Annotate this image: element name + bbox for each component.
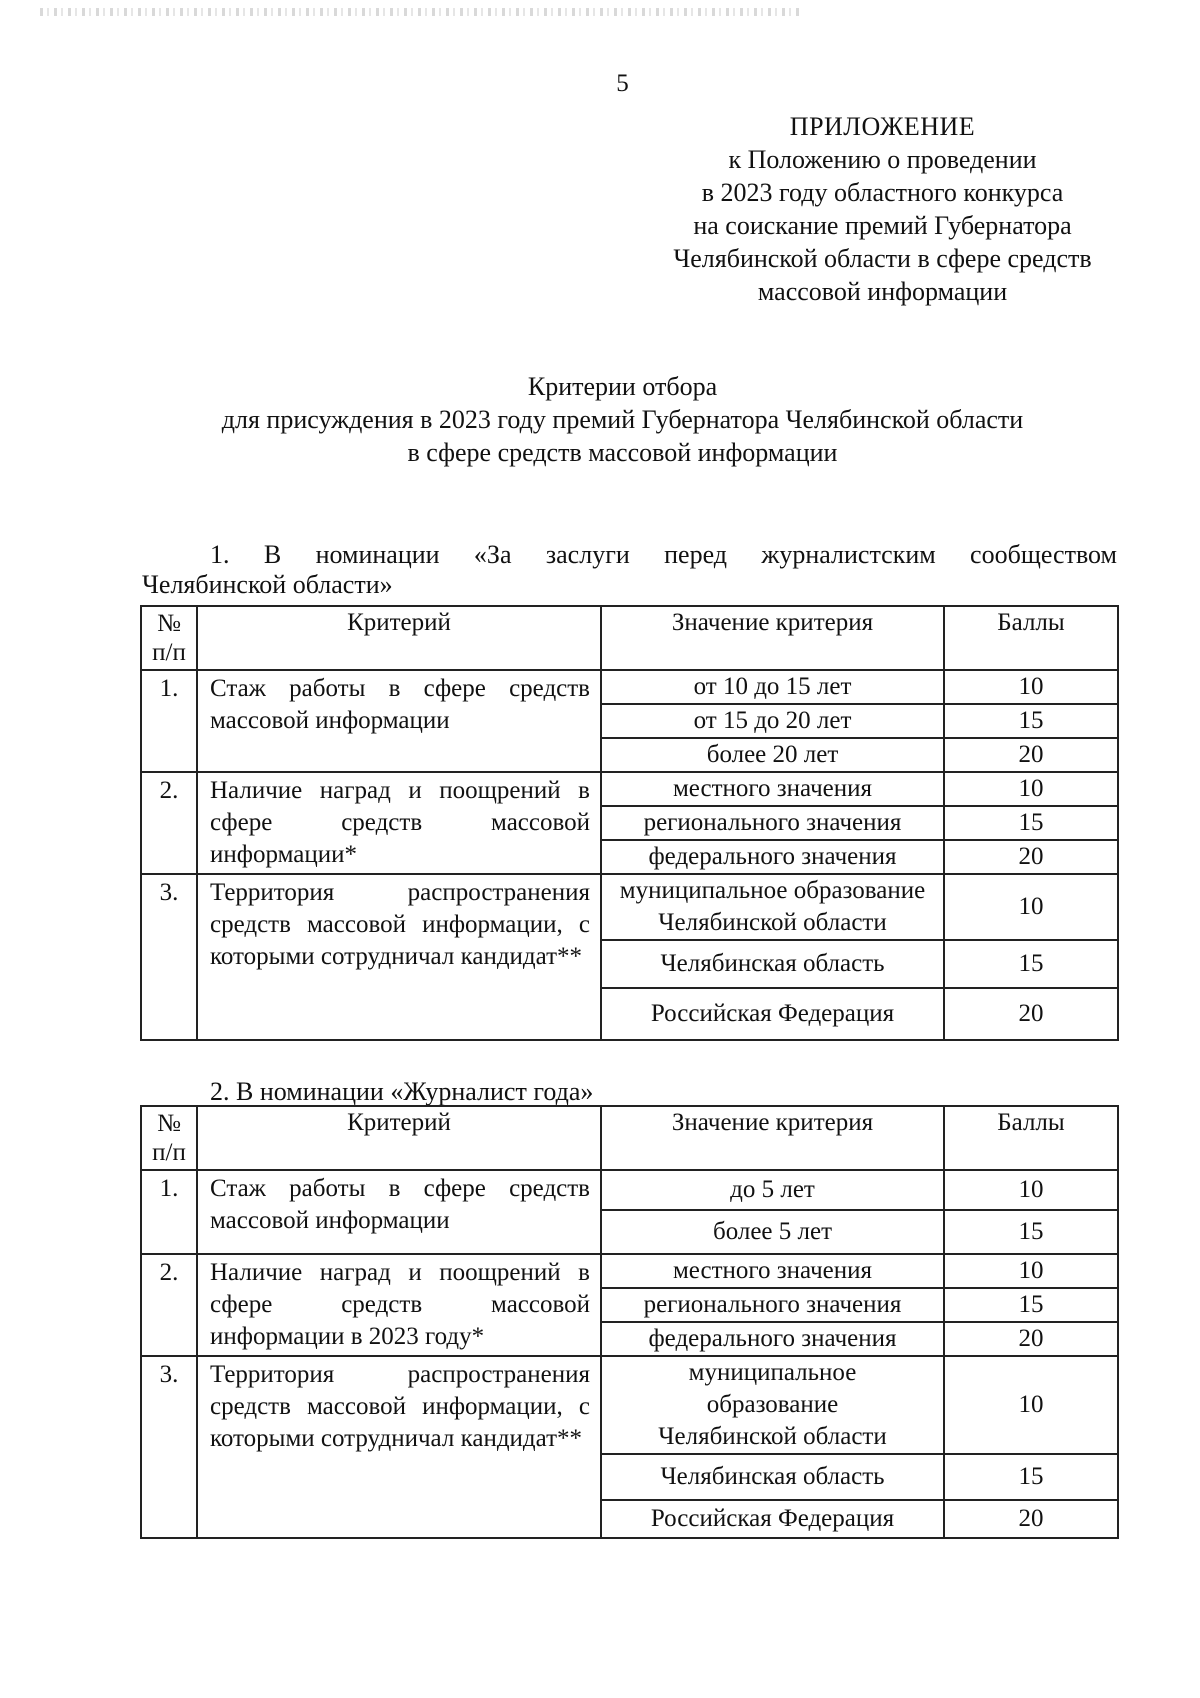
points-value: 10 — [944, 1356, 1118, 1454]
points-value: 15 — [944, 806, 1118, 840]
points-value: 10 — [944, 670, 1118, 704]
table-header-row — [141, 1106, 1118, 1170]
points-value: 15 — [944, 1288, 1118, 1322]
header-criterion: Критерий — [197, 606, 601, 670]
criterion-value: Челябинская область — [601, 940, 944, 988]
row-number: 2. — [141, 772, 197, 874]
criterion-text: Стаж работы в сфере средств массовой информации — [197, 1170, 601, 1254]
points-value: 20 — [944, 1322, 1118, 1356]
criterion-value: регионального значения — [601, 1288, 944, 1322]
appendix-block — [630, 110, 1135, 308]
document-heading — [140, 370, 1105, 469]
header-points: Баллы — [944, 1106, 1118, 1170]
header-value: Значение критерия — [601, 1106, 944, 1170]
points-value: 20 — [944, 738, 1118, 772]
table-row — [141, 1356, 1118, 1454]
points-value: 10 — [944, 772, 1118, 806]
appendix-line: к Положению о проведении — [728, 145, 1037, 174]
criterion-value: федерального значения — [601, 1322, 944, 1356]
points-value: 15 — [944, 704, 1118, 738]
table-header-row — [141, 606, 1118, 670]
criterion-value: федерального значения — [601, 840, 944, 874]
heading-line: для присуждения в 2023 году премий Губернатора Челябинской области — [221, 405, 1024, 434]
page-number: 5 — [616, 70, 629, 97]
header-points: Баллы — [944, 606, 1118, 670]
nomination-title-line: Челябинской области» — [142, 570, 393, 599]
header-num: № п/п — [141, 606, 197, 670]
criterion-text: Наличие наград и поощрений в сфере средств массовой информации* — [197, 772, 601, 874]
table-row — [141, 772, 1118, 806]
points-value: 20 — [944, 840, 1118, 874]
criteria-table-2 — [140, 1105, 1119, 1539]
nomination-title-2: 2. В номинации «Журналист года» — [210, 1077, 594, 1106]
table-row — [141, 874, 1118, 940]
criterion-value: муниципальное образование Челябинской области — [601, 1356, 944, 1454]
criterion-value: регионального значения — [601, 806, 944, 840]
points-value: 20 — [944, 988, 1118, 1040]
criterion-text: Территория распространения средств массовой информации, с которыми сотрудничал кандидат** — [197, 874, 601, 1040]
criterion-value: местного значения — [601, 1254, 944, 1288]
header-criterion: Критерий — [197, 1106, 601, 1170]
criterion-value: Челябинская область — [601, 1454, 944, 1500]
appendix-line: массовой информации — [757, 277, 1008, 306]
appendix-line: на соискание премий Губернатора — [693, 211, 1072, 240]
criterion-value: местного значения — [601, 772, 944, 806]
points-value: 10 — [944, 1254, 1118, 1288]
heading-line: в сфере средств массовой информации — [407, 438, 838, 467]
criterion-value: более 20 лет — [601, 738, 944, 772]
scan-artifact — [40, 8, 800, 16]
points-value: 15 — [944, 940, 1118, 988]
appendix-title: ПРИЛОЖЕНИЕ — [789, 112, 976, 141]
criterion-text: Наличие наград и поощрений в сфере средств массовой информации в 2023 году* — [197, 1254, 601, 1356]
criteria-table-1 — [140, 605, 1119, 1041]
criterion-value: более 5 лет — [601, 1210, 944, 1254]
heading-line: Критерии отбора — [527, 372, 718, 401]
points-value: 10 — [944, 1170, 1118, 1210]
appendix-line: Челябинской области в сфере средств — [673, 244, 1092, 273]
table-row — [141, 670, 1118, 704]
row-number: 2. — [141, 1254, 197, 1356]
header-num: № п/п — [141, 1106, 197, 1170]
row-number: 3. — [141, 1356, 197, 1538]
appendix-line: в 2023 году областного конкурса — [701, 178, 1064, 207]
nomination-title-line: 1. В номинации «За заслуги перед журналистским сообществом — [210, 540, 1117, 569]
criterion-value: от 15 до 20 лет — [601, 704, 944, 738]
criterion-value: Российская Федерация — [601, 1500, 944, 1538]
nomination-title-1 — [142, 540, 1117, 600]
table-row — [141, 1254, 1118, 1288]
criterion-value: муниципальное образование Челябинской области — [601, 874, 944, 940]
criterion-value: от 10 до 15 лет — [601, 670, 944, 704]
points-value: 15 — [944, 1210, 1118, 1254]
row-number: 1. — [141, 1170, 197, 1254]
criterion-text: Стаж работы в сфере средств массовой информации — [197, 670, 601, 772]
points-value: 20 — [944, 1500, 1118, 1538]
points-value: 15 — [944, 1454, 1118, 1500]
criterion-value: Российская Федерация — [601, 988, 944, 1040]
criterion-text: Территория распространения средств массовой информации, с которыми сотрудничал кандидат** — [197, 1356, 601, 1538]
header-value: Значение критерия — [601, 606, 944, 670]
points-value: 10 — [944, 874, 1118, 940]
row-number: 1. — [141, 670, 197, 772]
table-row — [141, 1170, 1118, 1210]
row-number: 3. — [141, 874, 197, 1040]
criterion-value: до 5 лет — [601, 1170, 944, 1210]
